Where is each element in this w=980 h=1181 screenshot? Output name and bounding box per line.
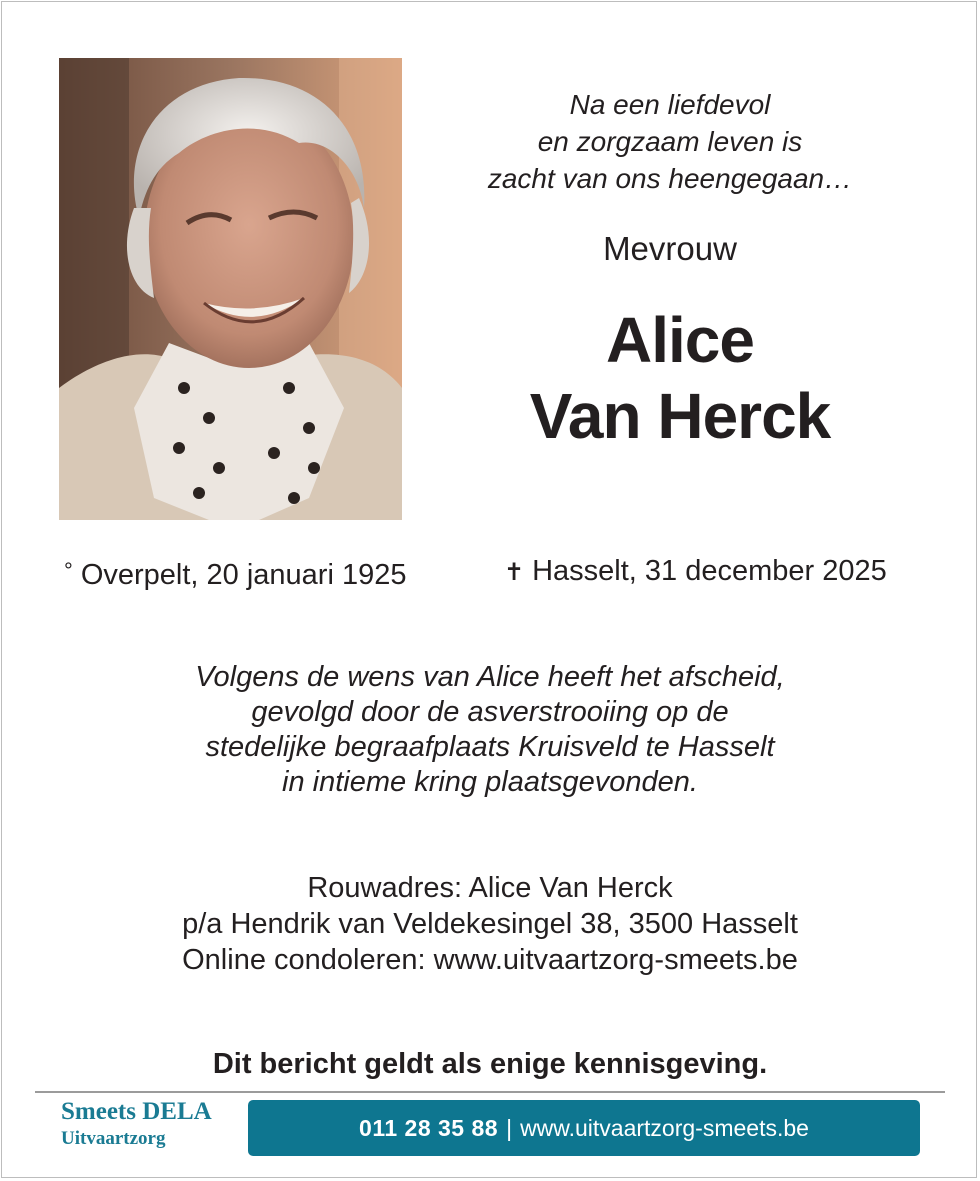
death-info xyxy=(504,553,887,591)
birth-text: Overpelt, 20 januari 1925 xyxy=(80,559,407,591)
divider xyxy=(35,1091,945,1093)
intro-line: zacht van ons heengegaan… xyxy=(487,163,853,194)
brand-name: Smeets DELA xyxy=(61,1098,212,1125)
address-line: Rouwadres: Alice Van Herck xyxy=(307,872,673,904)
contact-bar xyxy=(248,1100,920,1156)
last-name: Van Herck xyxy=(529,380,831,452)
intro-line: en zorgzaam leven is xyxy=(537,126,803,157)
first-name: Alice xyxy=(606,304,754,376)
deceased-name xyxy=(430,302,930,454)
farewell-text xyxy=(90,660,890,800)
brand-subtitle: Uitvaartzorg xyxy=(61,1128,166,1149)
farewell-line: in intieme kring plaatsgevonden. xyxy=(282,766,698,798)
portrait-photo xyxy=(59,58,402,520)
farewell-line: stedelijke begraafplaats Kruisveld te Hasselt xyxy=(205,731,775,763)
notice-text: Dit bericht geldt als enige kennisgeving. xyxy=(212,1048,768,1080)
address-block xyxy=(90,870,890,978)
cross-icon: ✝ xyxy=(504,559,525,586)
farewell-line: gevolgd door de asverstrooiing op de xyxy=(251,696,729,728)
intro-verse xyxy=(430,86,910,197)
website-link[interactable]: www.uitvaartzorg-smeets.be xyxy=(520,1114,809,1141)
birth-info xyxy=(64,553,406,593)
address-line: Online condoleren: www.uitvaartzorg-smeets.be xyxy=(182,944,798,976)
contact-separator: | xyxy=(506,1114,513,1141)
farewell-line: Volgens de wens van Alice heeft het afscheid, xyxy=(195,661,785,693)
death-text: Hasselt, 31 december 2025 xyxy=(532,555,887,587)
intro-line: Na een liefdevol xyxy=(569,89,771,120)
salutation: Mevrouw xyxy=(603,230,737,267)
address-line: p/a Hendrik van Veldekesingel 38, 3500 Hasselt xyxy=(182,908,798,940)
birth-symbol: ° xyxy=(64,558,73,583)
brand-logo xyxy=(61,1097,212,1151)
phone-number[interactable]: 011 28 35 88 xyxy=(359,1114,499,1141)
